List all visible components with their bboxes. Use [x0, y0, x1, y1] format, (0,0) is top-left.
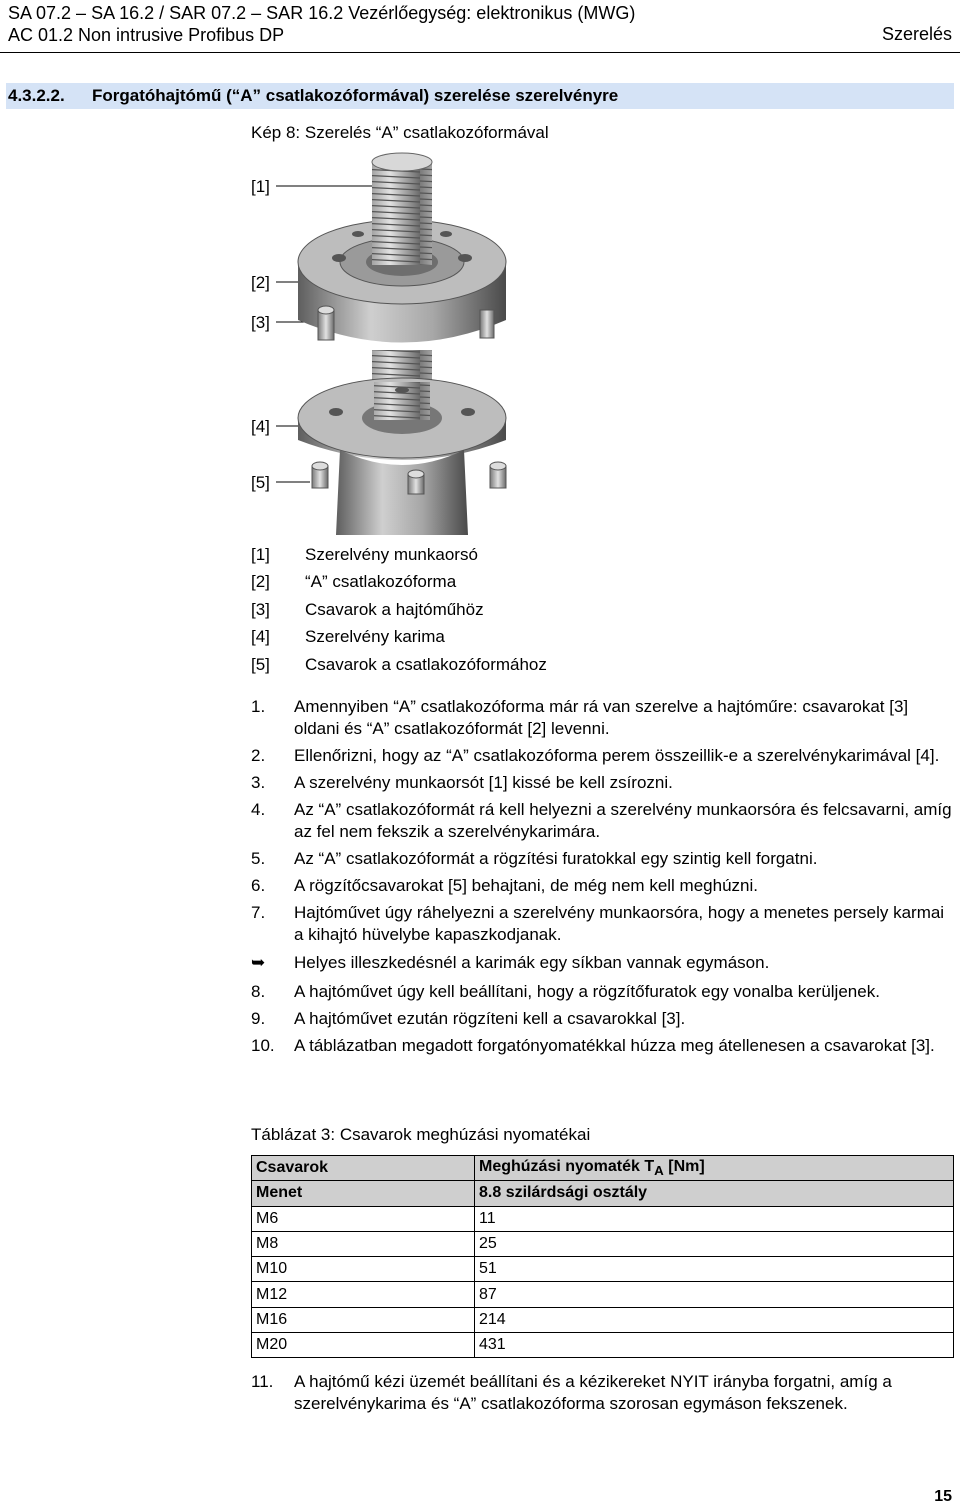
- instruction-step: [251, 848, 956, 870]
- step-number: 3.: [251, 773, 266, 792]
- cell-torque: 51: [475, 1257, 954, 1282]
- table-header-row: [252, 1181, 954, 1206]
- page-number: 15: [934, 1488, 952, 1505]
- section-title: Forgatóhajtómű (“A” csatlakozóformával) szerelése szerelvényre: [92, 86, 619, 105]
- instruction-step: [251, 696, 956, 740]
- step-text: Az “A” csatlakozóformát rá kell helyezni a szerelvény munkaorsóra és felcsavarni, amíg az fel nem fekszik a szerelvénykarimára.: [294, 800, 952, 841]
- table-row: [252, 1307, 954, 1332]
- table-row: [252, 1257, 954, 1282]
- step-number: 5.: [251, 849, 266, 868]
- table-header-row: [252, 1156, 954, 1181]
- instruction-step: [251, 772, 956, 794]
- step-text: Az “A” csatlakozóformát a rögzítési furatokkal egy szintig kell forgatni.: [294, 849, 818, 868]
- cell-torque: 431: [475, 1333, 954, 1358]
- torque-table: [251, 1155, 954, 1358]
- document-header: [8, 2, 635, 46]
- table-row: [252, 1282, 954, 1307]
- step-number: 9.: [251, 1009, 266, 1028]
- legend-item: [251, 541, 547, 569]
- figure-legend: [251, 541, 547, 679]
- instruction-list-continued: [251, 1371, 956, 1420]
- legend-item: [251, 596, 547, 624]
- table-row: [252, 1206, 954, 1231]
- figure-label-5: [5]: [251, 473, 270, 492]
- step-number: 2.: [251, 746, 266, 765]
- instruction-step: [251, 1008, 956, 1030]
- header-cell-class: 8.8 szilárdsági osztály: [475, 1181, 954, 1206]
- figure-label-3: [3]: [251, 313, 270, 332]
- header-section-name: Szerelés: [881, 24, 952, 44]
- cell-torque: 214: [475, 1307, 954, 1332]
- step-text: A hajtóművet úgy kell beállítani, hogy a rögzítőfuratok egy vonalba kerüljenek.: [294, 982, 880, 1001]
- legend-number: [4]: [251, 627, 270, 647]
- instruction-step: [251, 1371, 956, 1415]
- table-row: [252, 1333, 954, 1358]
- legend-text: Csavarok a csatlakozóformához: [305, 654, 547, 674]
- result-note: [251, 952, 956, 974]
- cell-thread: M8: [252, 1231, 475, 1256]
- instruction-step: [251, 1035, 956, 1057]
- instruction-list: [251, 696, 956, 1062]
- header-control-line: AC 01.2 Non intrusive Profibus DP: [8, 25, 285, 45]
- figure-label-1: [1]: [251, 177, 270, 196]
- step-number: 4.: [251, 800, 266, 819]
- legend-number: [2]: [251, 572, 270, 592]
- cell-thread: M20: [252, 1333, 475, 1358]
- step-text: A hajtómű kézi üzemét beállítani és a kézikereket NYIT irányba forgatni, amíg a szerelvénykarima és “A” csatlakozóforma szorosan egymáson fekszenek.: [294, 1372, 892, 1413]
- instruction-step: [251, 745, 956, 767]
- header-product-line: SA 07.2 – SA 16.2 / SAR 07.2 – SAR 16.2 Vezérlőegység: elektronikus (MWG): [8, 3, 636, 23]
- header-cell-bolts: Csavarok: [252, 1156, 475, 1181]
- cell-thread: M10: [252, 1257, 475, 1282]
- legend-item: [251, 569, 547, 597]
- step-number: 10.: [251, 1036, 275, 1055]
- legend-text: “A” csatlakozóforma: [305, 572, 457, 592]
- step-text: Amennyiben “A” csatlakozóforma már rá van szerelve a hajtóműre: csavarokat [3] oldani és “A” csatlakozóformát [2] levenni.: [294, 697, 909, 738]
- step-text: A rögzítőcsavarokat [5] behajtani, de még nem kell meghúzni.: [294, 876, 758, 895]
- cell-torque: 25: [475, 1231, 954, 1256]
- figure-caption: Kép 8: Szerelés “A” csatlakozóformával: [251, 123, 549, 142]
- legend-item: [251, 624, 547, 652]
- step-number: 7.: [251, 903, 266, 922]
- result-text: Helyes illeszkedésnél a karimák egy síkban vannak egymáson.: [294, 953, 770, 972]
- figure-label-4: [4]: [251, 417, 270, 436]
- legend-text: Szerelvény karima: [305, 627, 445, 647]
- cell-torque: 87: [475, 1282, 954, 1307]
- cell-torque: 11: [475, 1206, 954, 1231]
- table-row: [252, 1231, 954, 1256]
- cell-thread: M12: [252, 1282, 475, 1307]
- step-text: A hajtóművet ezután rögzíteni kell a csavarokkal [3].: [294, 1009, 686, 1028]
- section-number: 4.3.2.2.: [8, 86, 65, 105]
- instruction-step: [251, 799, 956, 843]
- header-divider: [0, 52, 960, 53]
- step-number: 11.: [251, 1372, 274, 1391]
- instruction-step: [251, 875, 956, 897]
- cell-thread: M16: [252, 1307, 475, 1332]
- step-text: A szerelvény munkaorsót [1] kissé be kell zsírozni.: [294, 773, 673, 792]
- step-text: A táblázatban megadott forgatónyomatékkal húzza meg átellenesen a csavarokat [3].: [294, 1036, 935, 1055]
- step-text: Ellenőrizni, hogy az “A” csatlakozóforma perem összeillik-e a szerelvénykarimával [4].: [294, 746, 940, 765]
- cell-thread: M6: [252, 1206, 475, 1231]
- legend-number: [5]: [251, 654, 270, 674]
- step-number: 6.: [251, 876, 266, 895]
- subscript: A: [654, 1163, 664, 1179]
- legend-text: Szerelvény munkaorsó: [305, 544, 478, 564]
- section-heading: [6, 83, 954, 109]
- legend-number: [1]: [251, 544, 270, 564]
- step-number: 8.: [251, 982, 266, 1001]
- header-cell-torque: Meghúzási nyomaték $T_A$ [Nm]: [475, 1156, 954, 1181]
- legend-number: [3]: [251, 599, 270, 619]
- mounting-illustration: [240, 150, 540, 540]
- table-caption: Táblázat 3: Csavarok meghúzási nyomatékai: [251, 1125, 591, 1144]
- legend-text: Csavarok a hajtóműhöz: [305, 599, 484, 619]
- figure-label-2: [2]: [251, 273, 270, 292]
- legend-item: [251, 651, 547, 679]
- result-arrow-icon: ➥: [251, 953, 266, 972]
- instruction-step: [251, 981, 956, 1003]
- step-text: Hajtóművet úgy ráhelyezni a szerelvény munkaorsóra, hogy a menetes persely karmai a kihajtó hüvelybe kapaszkodjanak.: [294, 903, 945, 944]
- header-cell-thread: Menet: [252, 1181, 475, 1206]
- instruction-step: [251, 902, 956, 946]
- step-number: 1.: [251, 697, 266, 716]
